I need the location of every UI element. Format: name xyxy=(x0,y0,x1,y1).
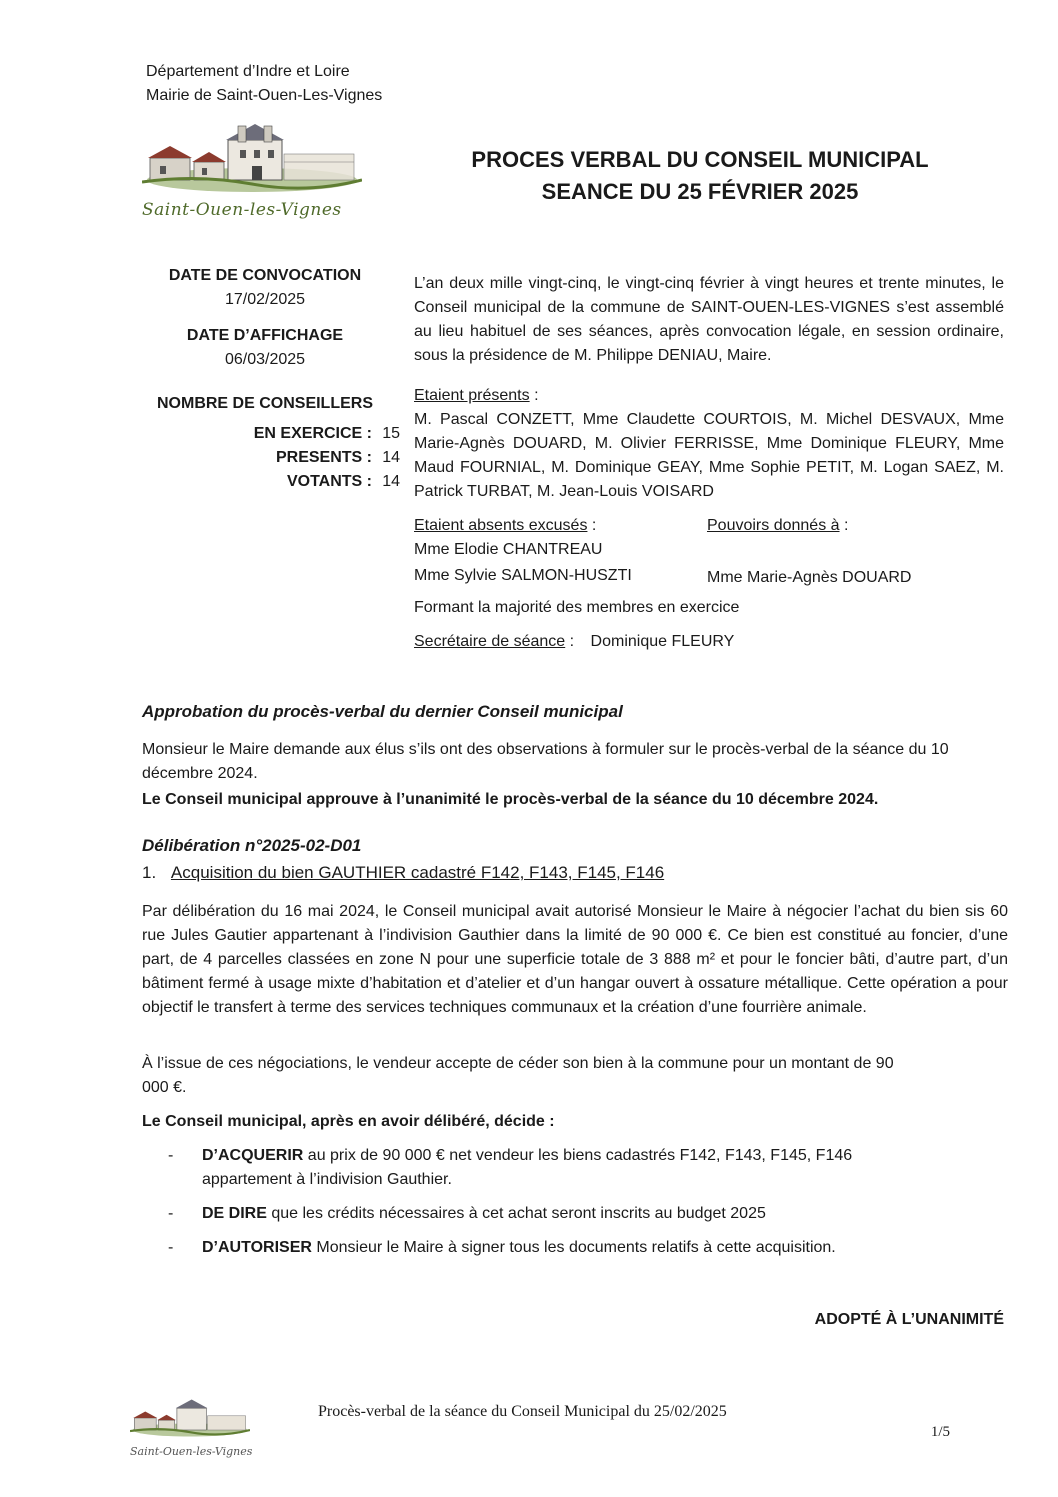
deliberation-ref: Délibération n°2025-02-D01 xyxy=(142,836,362,855)
adoption-result: ADOPTÉ À L’UNANIMITÉ xyxy=(814,1311,1004,1328)
logo-caption: Saint-Ouen-les-Vignes xyxy=(142,200,342,220)
pouvoirs-colon: : xyxy=(839,517,849,534)
bullet-dash: - xyxy=(168,1147,174,1164)
absent-name: Mme Sylvie SALMON-HUSZTI xyxy=(414,567,632,584)
affichage-label: DATE D’AFFICHAGE xyxy=(186,327,344,344)
count-label: EN EXERCICE : xyxy=(253,425,372,442)
absent-name: Mme Elodie CHANTREAU xyxy=(414,541,603,558)
decision-item xyxy=(168,1202,968,1226)
decision-text: que les crédits nécessaires à cet achat seront inscrits au budget 2025 xyxy=(266,1205,766,1222)
approbation-heading: Approbation du procès-verbal du dernier Conseil municipal xyxy=(142,702,623,721)
presents-colon: : xyxy=(529,387,539,404)
secretaire-name: Dominique FLEURY xyxy=(590,633,735,650)
pouvoirs-block xyxy=(707,514,1007,590)
presents-list: M. Pascal CONZETT, Mme Claudette COURTOIS, M. Michel DESVAUX, Mme Marie-Agnès DOUARD, M. Olivier FERRISSE, Mme Dominique FLEURY, Mme Maud FOURNIAL, M. Dominique GEAY, Mme Sophie PETIT, M. Logan SAEZ, M. Patrick TURBAT, M. Jean-Louis VOISARD xyxy=(414,411,1004,500)
deliberation-title: Acquisition du bien GAUTHIER cadastré F142, F143, F145, F146 xyxy=(170,863,665,882)
page-number: 1/5 xyxy=(930,1424,950,1440)
deliberation-para1: Par délibération du 16 mai 2024, le Conseil municipal avait autorisé Monsieur le Maire à négocier l’achat du bien sis 60 rue Jules Gautier appartenant à l’indivision Gauthier dans la limité de 90 000 €. Ce bien est constitué au foncier, d’une part, de 4 parcelles classées en zone N pour une superficie totale de 3 888 m² et pour le foncier bâti, d’autre part, d’un bâtiment fermé à usage mixte d’habitation et d’atelier et d’un hangar ouvert à ossature métallique. Cette opération a pour objectif le transfert à terme des services techniques communaux et la création d’une fourrière animale. xyxy=(142,903,1008,1016)
majorite-text: Formant la majorité des membres en exercice xyxy=(414,599,740,616)
count-row-exercice xyxy=(200,422,400,446)
bullet-dash: - xyxy=(168,1205,174,1222)
intro-paragraph: L’an deux mille vingt-cinq, le vingt-cinq février à vingt heures et trente minutes, le Conseil municipal de la commune de SAINT-OUEN-LES-VIGNES s’est assemblé au lieu habituel de ses séances, après convocation légale, en session ordinaire, sous la présidence de M. Philippe DENIAU, Maire. xyxy=(414,275,1004,364)
approbation-text: Monsieur le Maire demande aux élus s’ils ont des observations à formuler sur le procès-verbal de la séance du 10 décembre 2024. xyxy=(142,741,949,782)
count-value: 14 xyxy=(382,449,400,466)
absents-colon: : xyxy=(587,517,597,534)
count-value: 15 xyxy=(382,425,400,442)
conseillers-label: NOMBRE DE CONSEILLERS xyxy=(156,395,373,412)
absents-label: Etaient absents excusés xyxy=(414,517,588,534)
count-label: PRESENTS : xyxy=(275,449,372,466)
decision-verb: D’ACQUERIR xyxy=(202,1147,304,1164)
approbation-decision: Le Conseil municipal approuve à l’unanimité le procès-verbal de la séance du 10 décembre 2024. xyxy=(142,791,879,808)
deliberation-title-row xyxy=(142,860,1012,886)
footer-logo xyxy=(130,1396,260,1466)
count-value: 14 xyxy=(382,473,400,490)
bullet-dash: - xyxy=(168,1239,174,1256)
count-row-presents xyxy=(200,446,400,470)
deliberation-number: 1. xyxy=(142,863,157,882)
decision-verb: D’AUTORISER xyxy=(202,1239,312,1256)
decision-text: Monsieur le Maire à signer tous les documents relatifs à cette acquisition. xyxy=(311,1239,836,1256)
secretaire-colon: : xyxy=(565,633,575,650)
decide-line: Le Conseil municipal, après en avoir délibéré, décide : xyxy=(142,1113,555,1130)
decision-item xyxy=(168,1144,928,1192)
secretaire-label: Secrétaire de séance xyxy=(414,633,566,650)
town-logo xyxy=(142,118,362,222)
decision-item xyxy=(168,1236,988,1260)
convocation-date: 17/02/2025 xyxy=(224,291,306,308)
title-line-2: SEANCE DU 25 FÉVRIER 2025 xyxy=(541,179,859,204)
count-row-votants xyxy=(200,470,400,494)
count-label: VOTANTS : xyxy=(286,473,372,490)
deliberation-para2: À l’issue de ces négociations, le vendeur accepte de céder son bien à la commune pour un montant de 90 000 €. xyxy=(142,1055,894,1096)
presents-heading xyxy=(414,384,1004,408)
page-title xyxy=(400,144,1000,208)
decision-text: au prix de 90 000 € net vendeur les biens cadastrés F142, F143, F145, F146 appartement à l’indivision Gauthier. xyxy=(202,1147,853,1188)
secretaire-line xyxy=(414,630,1004,654)
conseillers-counts xyxy=(200,422,400,494)
pouvoirs-label: Pouvoirs donnés à xyxy=(707,517,840,534)
presents-label: Etaient présents xyxy=(414,387,530,404)
castle-logo-icon xyxy=(142,118,362,198)
convocation-label: DATE DE CONVOCATION xyxy=(168,267,362,284)
affichage-date: 06/03/2025 xyxy=(224,351,306,368)
title-line-1: PROCES VERBAL DU CONSEIL MUNICIPAL xyxy=(471,147,929,172)
footer-text: Procès-verbal de la séance du Conseil Municipal du 25/02/2025 xyxy=(318,1403,727,1420)
decision-verb: DE DIRE xyxy=(202,1205,267,1222)
castle-logo-icon xyxy=(130,1396,250,1440)
absents-block xyxy=(414,514,704,588)
footer-logo-caption: Saint-Ouen-les-Vignes xyxy=(130,1445,253,1458)
session-info-sidebar xyxy=(130,264,400,416)
department-name: Département d’Indre et Loire xyxy=(146,63,350,80)
header-address xyxy=(146,60,546,108)
pouvoir-name: Mme Marie-Agnès DOUARD xyxy=(707,569,912,586)
mairie-name: Mairie de Saint-Ouen-Les-Vignes xyxy=(146,87,383,104)
